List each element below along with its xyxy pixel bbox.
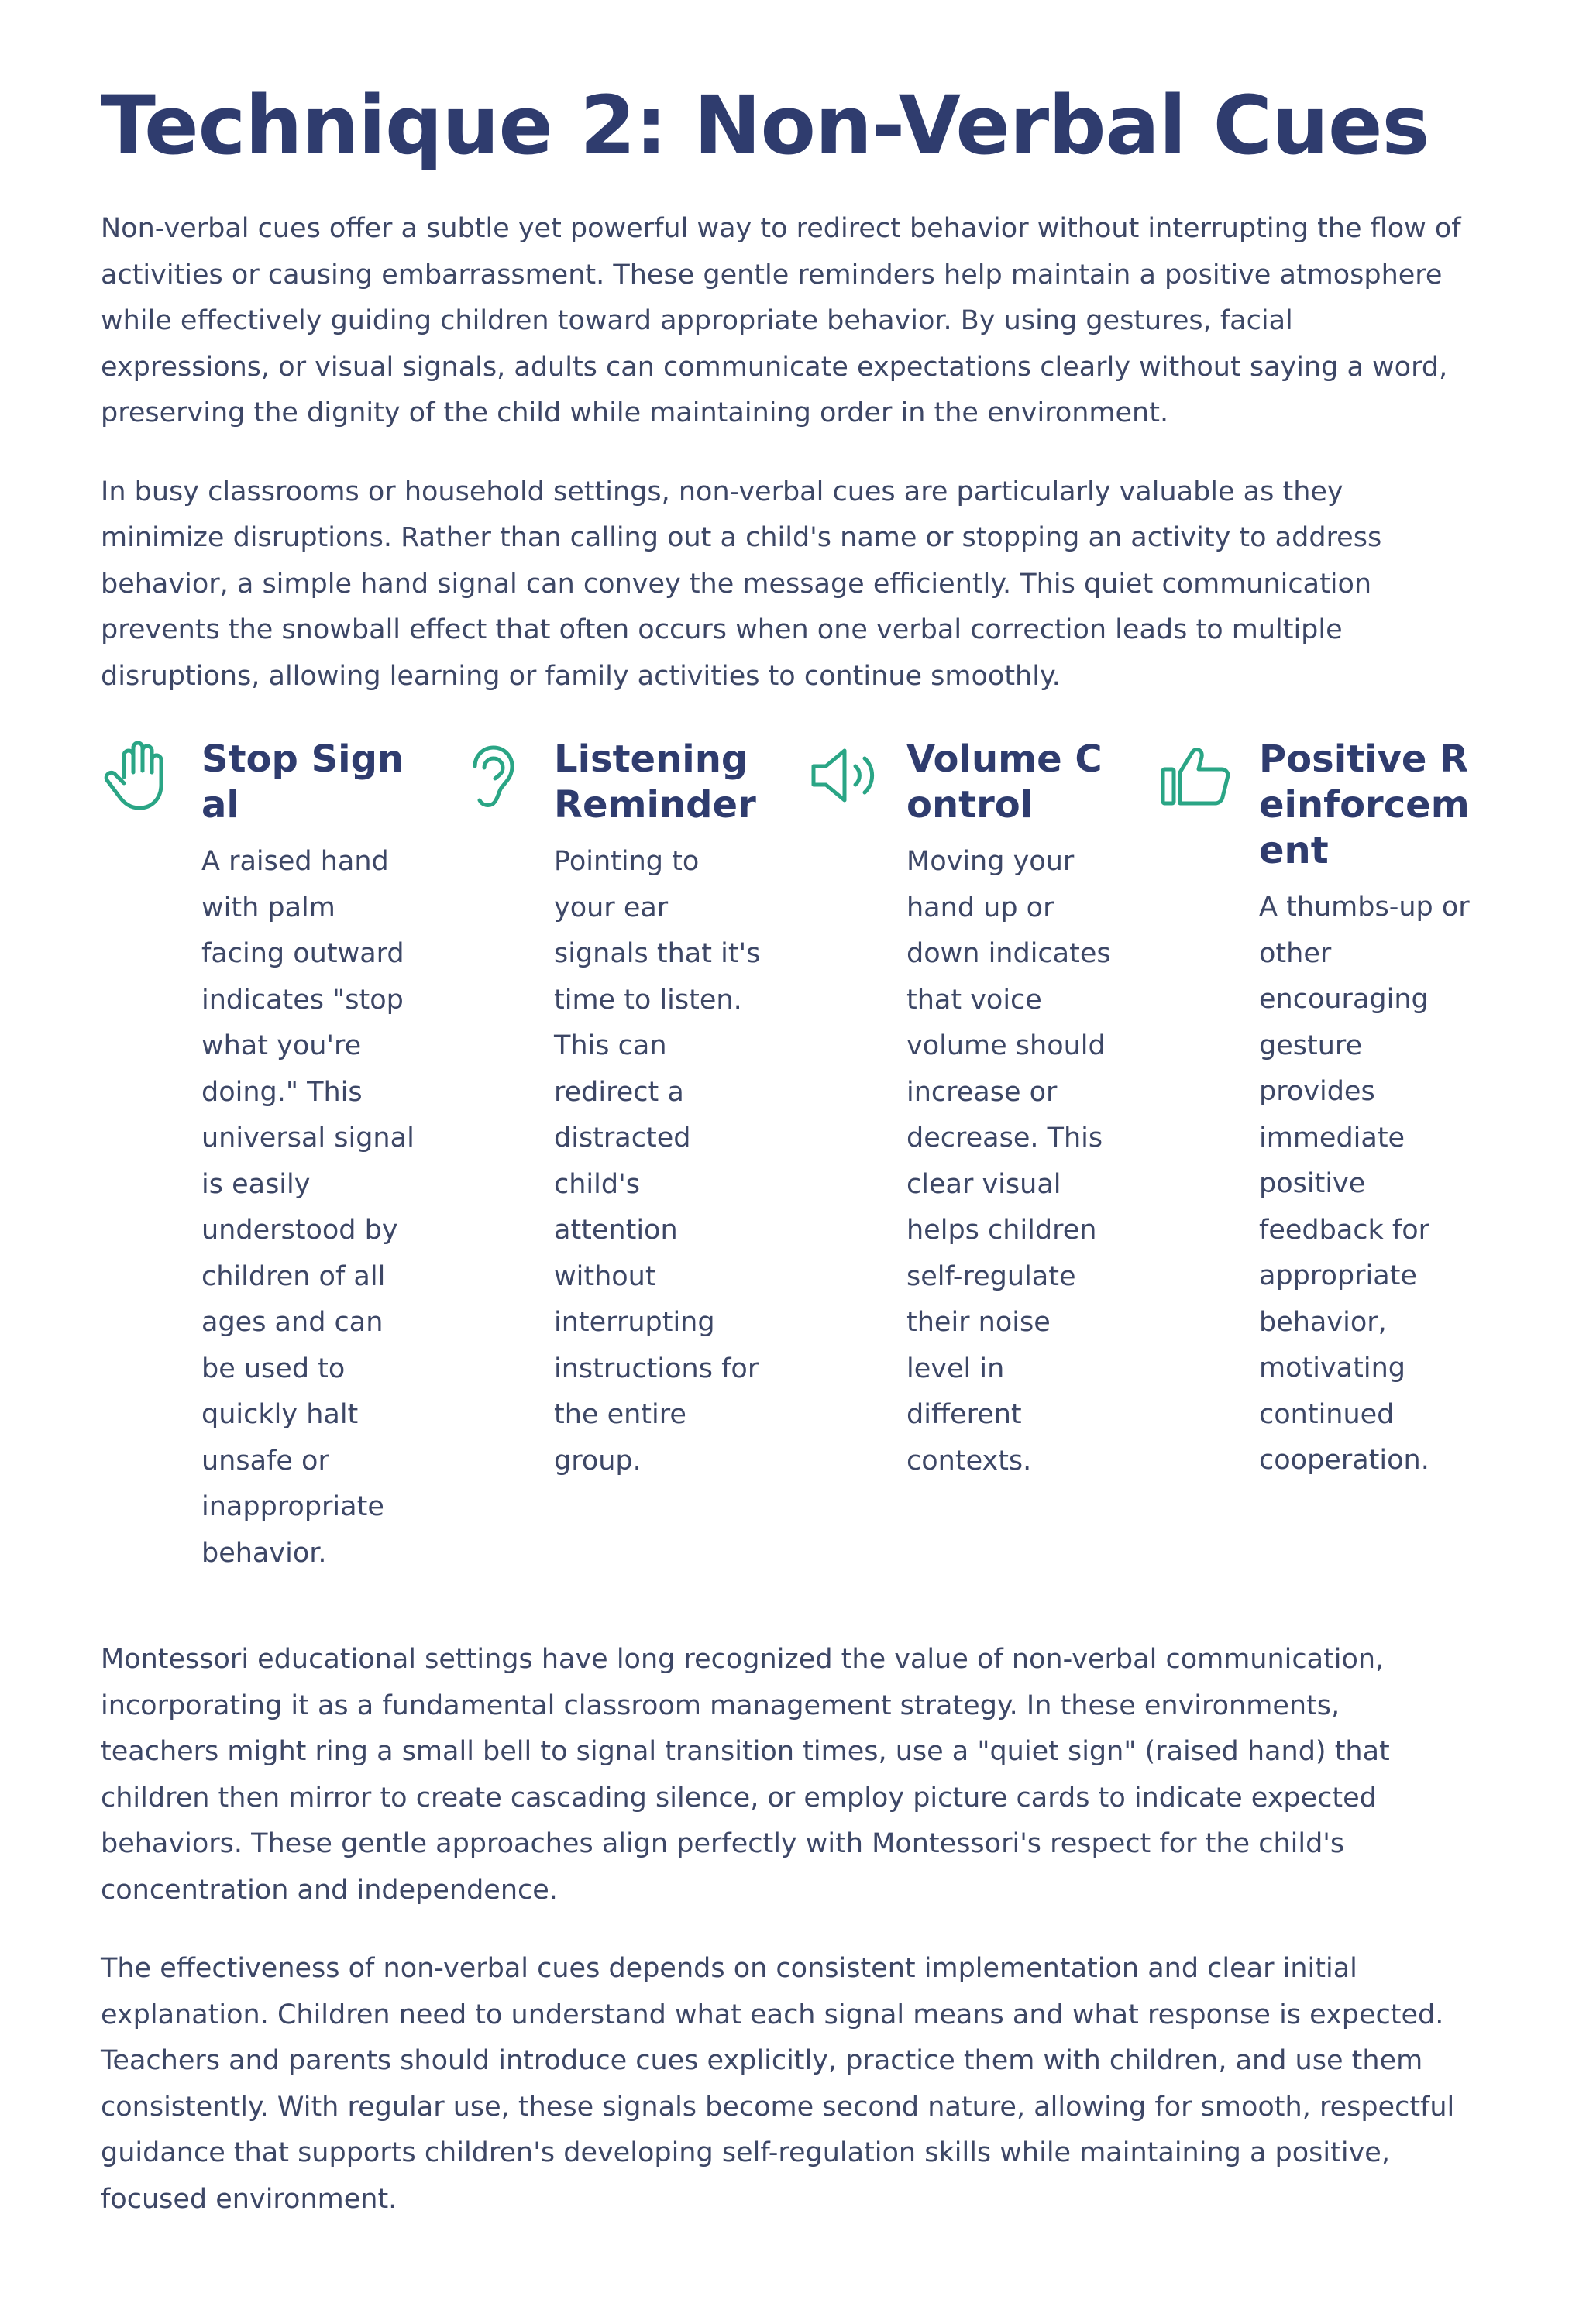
cue-title: Listening Reminder: [554, 737, 756, 827]
cue-description: Pointing to your ear signals that it's time to listen. This can redirect a distracted child's attention without interrupting instructions for the entire group.: [554, 846, 761, 1477]
effectiveness-paragraph: The effectiveness of non-verbal cues depends on consistent implementation and clear initial explanation. Children need to understand what each signal means and what response is expected. Teachers and parents should introduce cues explicitly, practice them with children, and use them consistently. With regular use, these signals become second nature, allowing for smooth, respectful guidance that supports children's developing self-regulation skills while maintaining a positive, focused environment.: [101, 1953, 1455, 2215]
cue-description: A thumbs-up or other encouraging gesture provides immediate positive feedback for appropriate behavior, motivating continued cooperation.: [1259, 892, 1470, 1476]
thumbs-up-icon: [1158, 737, 1236, 814]
montessori-paragraph: Montessori educational settings have long recognized the value of non-verbal communication, incorporating it as a fundamental classroom management strategy. In these environments, teachers might ring a small bell to signal transition times, use a "quiet sign" (raised hand) that children then mirror to create cascading silence, or employ picture cards to indicate expected behaviors. These gentle approaches align perfectly with Montessori's respect for the child's concentration and independence.: [101, 1644, 1390, 1906]
cue-body: [906, 737, 1120, 1484]
cue-title: Positive Reinforcement: [1259, 737, 1470, 872]
cue-body: [201, 737, 415, 1576]
cue-grid: [101, 737, 1470, 1604]
cue-description: A raised hand with palm facing outward indicates "stop what you're doing." This universal signal is easily understood by children of all ages and can be used to quickly halt unsafe or inappropriate behavior.: [201, 846, 415, 1569]
cue-title: Volume Control: [906, 737, 1103, 827]
cue-body: [554, 737, 767, 1484]
cue-body: [1259, 737, 1472, 1484]
intro-paragraph: Non-verbal cues offer a subtle yet powerful way to redirect behavior without interrupting the flow of activities or causing embarrassment. These gentle reminders help maintain a positive atmosphere while effectively guiding children toward appropriate behavior. By using gestures, facial expressions, or visual signals, adults can communicate expectations clearly without saying a word, preserving the dignity of the child while maintaining order in the environment.: [101, 213, 1461, 428]
ear-icon: [453, 737, 531, 814]
speaker-icon: [806, 737, 883, 814]
settings-paragraph: In busy classrooms or household settings, non-verbal cues are particularly valuable as they minimize disruptions. Rather than calling out a child's name or stopping an activity to address behavior, a simple hand signal can convey the message efficiently. This quiet communication prevents the snowball effect that often occurs when one verbal correction leads to multiple disruptions, allowing learning or family activities to continue smoothly.: [101, 476, 1382, 692]
document-page: [101, 0, 1470, 2223]
cue-description: Moving your hand up or down indicates that voice volume should increase or decrease. This clear visual helps children self-regulate their noise level in different contexts.: [906, 846, 1111, 1477]
hand-icon: [101, 737, 178, 814]
cue-title: Stop Signal: [201, 737, 404, 827]
page-title: Technique 2: Non-Verbal Cues: [101, 78, 1429, 173]
